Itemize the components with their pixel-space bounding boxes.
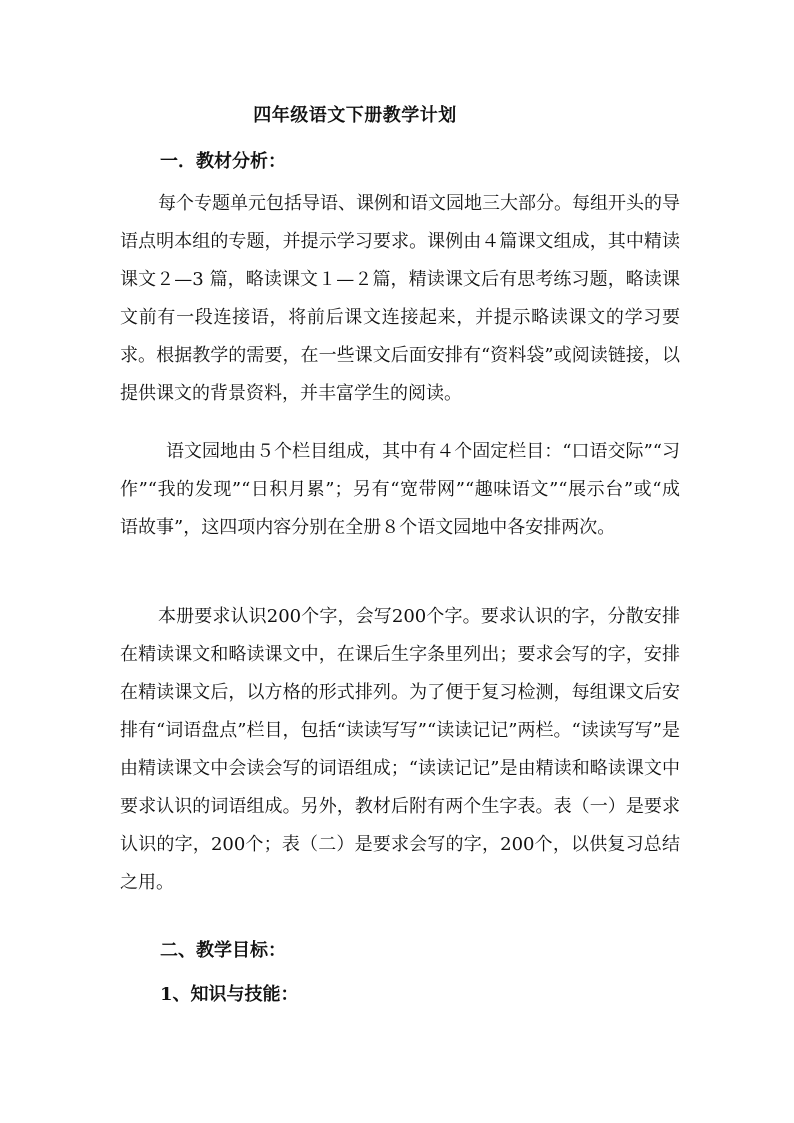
paragraph-language-garden: 语文园地由５个栏目组成，其中有４个固定栏目：“口语交际”“习作”“我的发现”“日积月累”；另有“宽带网”“趣味语文”“展示台”或“成语故事”，这四项内容分别在全册８个语文园地中各安排两次。 xyxy=(120,441,680,538)
section-heading-teaching-goals: 二、教学目标： xyxy=(160,940,286,961)
section-heading-textbook-analysis: 一．教材分析： xyxy=(160,151,286,172)
document-title: 四年级语文下册教学计划 xyxy=(253,105,457,126)
paragraph-unit-structure: 每个专题单元包括导语、课例和语文园地三大部分。每组开头的导语点明本组的专题，并提示学习要求。课例由４篇课文组成，其中精读课文２—3 篇，略读课文１—２篇，精读课文后有思考练习题，略读课文前有一段连接语，将前后课文连接起来，并提示略读课文的学习要求。根据教学的需要，在一些课文后面安排有“资料袋”或阅读链接，以提供课文的背景资料，并丰富学生的阅读。 xyxy=(120,193,680,404)
sub-heading-knowledge-skills: 1、知识与技能： xyxy=(160,984,299,1005)
paragraph-character-requirements: 本册要求认识200个字，会写200个字。要求认识的字，分散安排在精读课文和略读课文中，在课后生字条里列出；要求会写的字，安排在精读课文后，以方格的形式排列。为了便于复习检测，每组课文后安排有“词语盘点”栏目，包括“读读写写”“读读记记”两栏。“读读写写”是由精读课文中会读会写的词语组成；“读读记记”是由精读和略读课文中要求认识的词语组成。另外，教材后附有两个生字表。表（一）是要求认识的字，200个；表（二）是要求会写的字，200个，以供复习总结之用。 xyxy=(120,606,680,893)
